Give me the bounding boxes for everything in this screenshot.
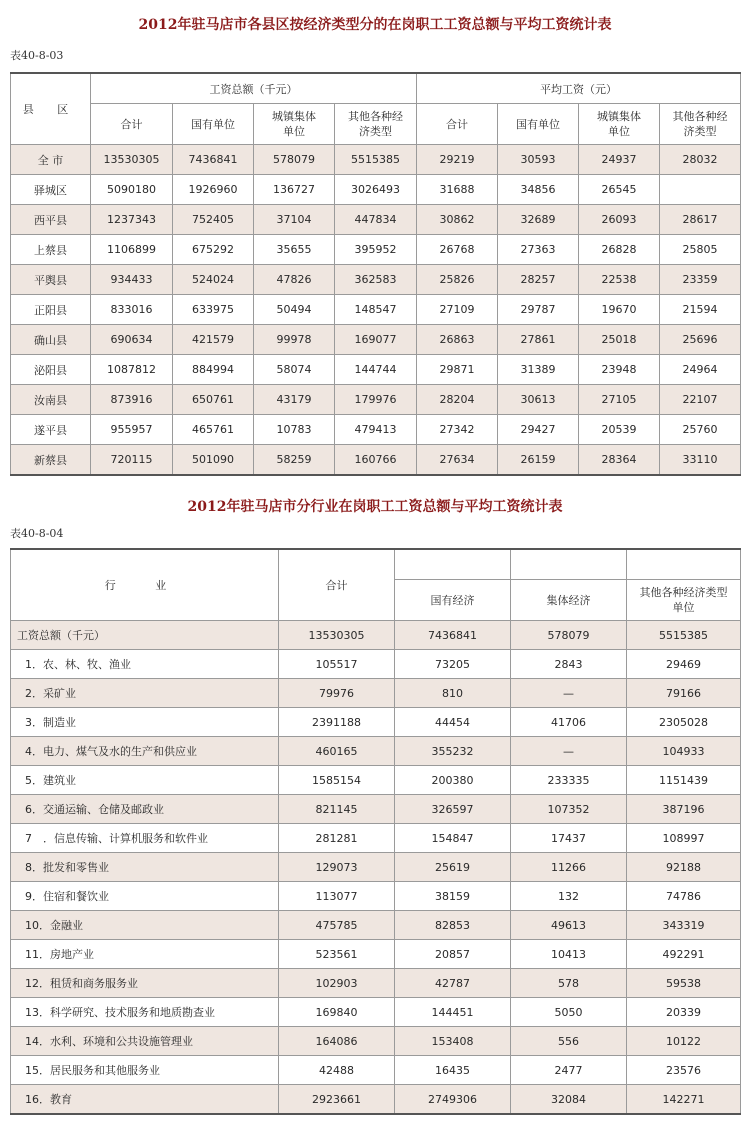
table-cell: 200380 bbox=[395, 766, 511, 795]
table-cell: 556 bbox=[511, 1027, 627, 1056]
table-cell: 343319 bbox=[627, 911, 741, 940]
table-cell: 21594 bbox=[660, 295, 741, 325]
table-cell: 102903 bbox=[279, 969, 395, 998]
table-cell: 50494 bbox=[254, 295, 335, 325]
table2-title: 2012年驻马店市分行业在岗职工工资总额与平均工资统计表 bbox=[187, 499, 563, 515]
table-row bbox=[11, 824, 741, 853]
table-cell: 27342 bbox=[417, 415, 498, 445]
table-row bbox=[11, 998, 741, 1027]
table-cell: — bbox=[511, 679, 627, 708]
table-cell: 29219 bbox=[417, 145, 498, 175]
table-cell: 26093 bbox=[579, 205, 660, 235]
table-cell: 2477 bbox=[511, 1056, 627, 1085]
table-cell: 501090 bbox=[173, 445, 254, 476]
county-name: 全 市 bbox=[11, 145, 91, 175]
table-cell: 29787 bbox=[498, 295, 579, 325]
table-cell: 42787 bbox=[395, 969, 511, 998]
table-cell: 43179 bbox=[254, 385, 335, 415]
table-cell: 578 bbox=[511, 969, 627, 998]
table-cell: 34856 bbox=[498, 175, 579, 205]
table-cell: 1151439 bbox=[627, 766, 741, 795]
table-cell: 17437 bbox=[511, 824, 627, 853]
table-cell: 873916 bbox=[91, 385, 173, 415]
table-cell: 5515385 bbox=[627, 621, 741, 650]
table-cell: 25805 bbox=[660, 235, 741, 265]
table-row bbox=[11, 1027, 741, 1056]
table-cell: 58074 bbox=[254, 355, 335, 385]
county-name: 遂平县 bbox=[11, 415, 91, 445]
table-cell: 32689 bbox=[498, 205, 579, 235]
table-cell: 26545 bbox=[579, 175, 660, 205]
table-row bbox=[11, 795, 741, 824]
industry-name: 4．电力、煤气及水的生产和供应业 bbox=[11, 737, 279, 766]
table-cell: 24964 bbox=[660, 355, 741, 385]
industry-name: 7 ．信息传输、计算机服务和软件业 bbox=[11, 824, 279, 853]
table-cell: 16435 bbox=[395, 1056, 511, 1085]
table-row bbox=[11, 853, 741, 882]
table-cell: 7436841 bbox=[173, 145, 254, 175]
table-cell: 5515385 bbox=[335, 145, 417, 175]
industry-name: 8．批发和零售业 bbox=[11, 853, 279, 882]
table-cell: 934433 bbox=[91, 265, 173, 295]
table-cell: 73205 bbox=[395, 650, 511, 679]
table-row bbox=[11, 1056, 741, 1085]
county-name: 驿城区 bbox=[11, 175, 91, 205]
table-cell: 524024 bbox=[173, 265, 254, 295]
table-cell: 30593 bbox=[498, 145, 579, 175]
table-cell: 104933 bbox=[627, 737, 741, 766]
table-cell: 22538 bbox=[579, 265, 660, 295]
table-cell: 105517 bbox=[279, 650, 395, 679]
table-cell: 25018 bbox=[579, 325, 660, 355]
table-cell: 479413 bbox=[335, 415, 417, 445]
table-row bbox=[11, 445, 741, 476]
table-cell: 13530305 bbox=[279, 621, 395, 650]
table-row bbox=[11, 969, 741, 998]
col-header: 城镇集体单位 bbox=[254, 104, 335, 145]
table-cell: 58259 bbox=[254, 445, 335, 476]
table-cell: 475785 bbox=[279, 911, 395, 940]
table-row bbox=[11, 325, 741, 355]
table-cell: 810 bbox=[395, 679, 511, 708]
table-cell: 10122 bbox=[627, 1027, 741, 1056]
table-cell: 25826 bbox=[417, 265, 498, 295]
table-cell: 28257 bbox=[498, 265, 579, 295]
table-row bbox=[11, 205, 741, 235]
table-cell: 1237343 bbox=[91, 205, 173, 235]
col-header: 国有单位 bbox=[498, 104, 579, 145]
table-cell: 59538 bbox=[627, 969, 741, 998]
industry-name: 2．采矿业 bbox=[11, 679, 279, 708]
table-cell: 148547 bbox=[335, 295, 417, 325]
county-header: 县 区 bbox=[11, 73, 91, 145]
col-header: 国有单位 bbox=[173, 104, 254, 145]
table-cell: 164086 bbox=[279, 1027, 395, 1056]
industry-name: 6．交通运输、仓储及邮政业 bbox=[11, 795, 279, 824]
table-cell: 326597 bbox=[395, 795, 511, 824]
table-cell: 28617 bbox=[660, 205, 741, 235]
table-cell: 92188 bbox=[627, 853, 741, 882]
table-cell: 26828 bbox=[579, 235, 660, 265]
table-cell: 650761 bbox=[173, 385, 254, 415]
table-cell: 11266 bbox=[511, 853, 627, 882]
table-cell: 884994 bbox=[173, 355, 254, 385]
industry-name: 11．房地产业 bbox=[11, 940, 279, 969]
table-cell: 28204 bbox=[417, 385, 498, 415]
table-cell: 2305028 bbox=[627, 708, 741, 737]
table-cell: 22107 bbox=[660, 385, 741, 415]
table-cell: 129073 bbox=[279, 853, 395, 882]
industry-name: 14．水利、环境和公共设施管理业 bbox=[11, 1027, 279, 1056]
table-row bbox=[11, 737, 741, 766]
table-row bbox=[11, 265, 741, 295]
table-cell: 355232 bbox=[395, 737, 511, 766]
table-cell: 20539 bbox=[579, 415, 660, 445]
table-cell: 690634 bbox=[91, 325, 173, 355]
table-row bbox=[11, 235, 741, 265]
col-header: 合计 bbox=[91, 104, 173, 145]
table-cell: 24937 bbox=[579, 145, 660, 175]
table-cell: 153408 bbox=[395, 1027, 511, 1056]
table-cell: 79976 bbox=[279, 679, 395, 708]
county-name: 泌阳县 bbox=[11, 355, 91, 385]
table-cell: 5090180 bbox=[91, 175, 173, 205]
industry-name: 10．金融业 bbox=[11, 911, 279, 940]
table-cell: 821145 bbox=[279, 795, 395, 824]
table-cell: 113077 bbox=[279, 882, 395, 911]
county-name: 新蔡县 bbox=[11, 445, 91, 476]
table-cell: 395952 bbox=[335, 235, 417, 265]
table-cell: 3026493 bbox=[335, 175, 417, 205]
table-cell: 2391188 bbox=[279, 708, 395, 737]
table-cell: 578079 bbox=[254, 145, 335, 175]
table-cell: 23359 bbox=[660, 265, 741, 295]
table-cell: 20857 bbox=[395, 940, 511, 969]
table-cell: 752405 bbox=[173, 205, 254, 235]
county-name: 平舆县 bbox=[11, 265, 91, 295]
table-cell: 108997 bbox=[627, 824, 741, 853]
table-cell: 142271 bbox=[627, 1085, 741, 1115]
table-cell: 13530305 bbox=[91, 145, 173, 175]
county-name: 正阳县 bbox=[11, 295, 91, 325]
table1-code: 表40-8-03 bbox=[10, 49, 64, 62]
table-cell: 25760 bbox=[660, 415, 741, 445]
table-cell: 10783 bbox=[254, 415, 335, 445]
table-cell: — bbox=[511, 737, 627, 766]
table-cell: 578079 bbox=[511, 621, 627, 650]
table-cell: 35655 bbox=[254, 235, 335, 265]
county-wage-table bbox=[10, 72, 741, 476]
table-cell: 25619 bbox=[395, 853, 511, 882]
col-header: 其他各种经济类型 bbox=[335, 104, 417, 145]
col-header: 城镇集体单位 bbox=[579, 104, 660, 145]
table-cell: 26863 bbox=[417, 325, 498, 355]
table-cell: 20339 bbox=[627, 998, 741, 1027]
avg-wage-group-header: 平均工资（元） bbox=[417, 73, 741, 104]
col-header: 合计 bbox=[417, 104, 498, 145]
table-cell: 7436841 bbox=[395, 621, 511, 650]
table-cell: 29427 bbox=[498, 415, 579, 445]
table-cell: 362583 bbox=[335, 265, 417, 295]
table-cell: 29871 bbox=[417, 355, 498, 385]
table-row bbox=[11, 708, 741, 737]
table-cell: 955957 bbox=[91, 415, 173, 445]
table-cell: 41706 bbox=[511, 708, 627, 737]
table-cell: 30613 bbox=[498, 385, 579, 415]
table-cell: 132 bbox=[511, 882, 627, 911]
table-cell: 179976 bbox=[335, 385, 417, 415]
table-cell: 1926960 bbox=[173, 175, 254, 205]
county-name: 上蔡县 bbox=[11, 235, 91, 265]
table-cell: 2749306 bbox=[395, 1085, 511, 1115]
table-cell: 37104 bbox=[254, 205, 335, 235]
table-cell: 28032 bbox=[660, 145, 741, 175]
table-cell: 833016 bbox=[91, 295, 173, 325]
table-cell: 492291 bbox=[627, 940, 741, 969]
col-header: 集体经济 bbox=[511, 580, 627, 621]
industry-name: 12．租赁和商务服务业 bbox=[11, 969, 279, 998]
table-cell: 74786 bbox=[627, 882, 741, 911]
table-cell: 460165 bbox=[279, 737, 395, 766]
table-cell: 99978 bbox=[254, 325, 335, 355]
industry-name: 1．农、林、牧、渔业 bbox=[11, 650, 279, 679]
industry-name: 15．居民服务和其他服务业 bbox=[11, 1056, 279, 1085]
table-cell: 47826 bbox=[254, 265, 335, 295]
table-cell: 29469 bbox=[627, 650, 741, 679]
table-cell: 38159 bbox=[395, 882, 511, 911]
table-row bbox=[11, 882, 741, 911]
table-cell: 387196 bbox=[627, 795, 741, 824]
industry-name: 3．制造业 bbox=[11, 708, 279, 737]
table-cell: 27109 bbox=[417, 295, 498, 325]
table-cell: 23948 bbox=[579, 355, 660, 385]
table-cell: 169840 bbox=[279, 998, 395, 1027]
industry-name: 13．科学研究、技术服务和地质勘查业 bbox=[11, 998, 279, 1027]
industry-header: 行 业 bbox=[11, 549, 279, 621]
table-row bbox=[11, 940, 741, 969]
table-cell: 136727 bbox=[254, 175, 335, 205]
table-row bbox=[11, 911, 741, 940]
table-cell: 82853 bbox=[395, 911, 511, 940]
table-row bbox=[11, 295, 741, 325]
table-cell: 144744 bbox=[335, 355, 417, 385]
table-row bbox=[11, 385, 741, 415]
industry-name: 16．教育 bbox=[11, 1085, 279, 1115]
col-header: 其他各种经济类型单位 bbox=[627, 580, 741, 621]
table-cell: 144451 bbox=[395, 998, 511, 1027]
table-cell: 447834 bbox=[335, 205, 417, 235]
county-name: 汝南县 bbox=[11, 385, 91, 415]
table-cell: 49613 bbox=[511, 911, 627, 940]
table-row bbox=[11, 145, 741, 175]
table-cell: 30862 bbox=[417, 205, 498, 235]
table-cell: 23576 bbox=[627, 1056, 741, 1085]
total-header: 合计 bbox=[279, 549, 395, 621]
table-cell: 169077 bbox=[335, 325, 417, 355]
table-row bbox=[11, 679, 741, 708]
industry-name: 9．住宿和餐饮业 bbox=[11, 882, 279, 911]
table-cell: 25696 bbox=[660, 325, 741, 355]
table-cell: 2923661 bbox=[279, 1085, 395, 1115]
table2-code: 表40-8-04 bbox=[10, 527, 64, 540]
table-row bbox=[11, 1085, 741, 1115]
table-cell bbox=[660, 175, 741, 205]
table-cell: 26768 bbox=[417, 235, 498, 265]
table-cell: 154847 bbox=[395, 824, 511, 853]
wage-total-group-header: 工资总额（千元） bbox=[91, 73, 417, 104]
col-header: 其他各种经济类型 bbox=[660, 104, 741, 145]
col-header: 国有经济 bbox=[395, 580, 511, 621]
table-row bbox=[11, 650, 741, 679]
table-cell: 44454 bbox=[395, 708, 511, 737]
table-cell: 28364 bbox=[579, 445, 660, 476]
table-row bbox=[11, 175, 741, 205]
table-cell: 31688 bbox=[417, 175, 498, 205]
table-cell: 720115 bbox=[91, 445, 173, 476]
industry-name: 工资总额（千元） bbox=[11, 621, 279, 650]
table-cell: 27634 bbox=[417, 445, 498, 476]
table-cell: 19670 bbox=[579, 295, 660, 325]
table-cell: 107352 bbox=[511, 795, 627, 824]
table-cell: 421579 bbox=[173, 325, 254, 355]
table-cell: 465761 bbox=[173, 415, 254, 445]
table-cell: 79166 bbox=[627, 679, 741, 708]
table-cell: 2843 bbox=[511, 650, 627, 679]
table-cell: 281281 bbox=[279, 824, 395, 853]
county-name: 确山县 bbox=[11, 325, 91, 355]
table-cell: 5050 bbox=[511, 998, 627, 1027]
table1-title: 2012年驻马店市各县区按经济类型分的在岗职工工资总额与平均工资统计表 bbox=[138, 17, 612, 33]
table-cell: 32084 bbox=[511, 1085, 627, 1115]
table-cell: 1087812 bbox=[91, 355, 173, 385]
table-cell: 633975 bbox=[173, 295, 254, 325]
table-cell: 31389 bbox=[498, 355, 579, 385]
table-row bbox=[11, 355, 741, 385]
table-cell: 27105 bbox=[579, 385, 660, 415]
table-row bbox=[11, 415, 741, 445]
table-cell: 523561 bbox=[279, 940, 395, 969]
table-cell: 160766 bbox=[335, 445, 417, 476]
county-name: 西平县 bbox=[11, 205, 91, 235]
table-row bbox=[11, 621, 741, 650]
table-cell: 33110 bbox=[660, 445, 741, 476]
table-cell: 26159 bbox=[498, 445, 579, 476]
table-cell: 42488 bbox=[279, 1056, 395, 1085]
industry-name: 5．建筑业 bbox=[11, 766, 279, 795]
table-cell: 233335 bbox=[511, 766, 627, 795]
table-row bbox=[11, 766, 741, 795]
table-cell: 675292 bbox=[173, 235, 254, 265]
table-cell: 10413 bbox=[511, 940, 627, 969]
table-cell: 27363 bbox=[498, 235, 579, 265]
table-cell: 1585154 bbox=[279, 766, 395, 795]
industry-wage-table bbox=[10, 548, 741, 1115]
table-cell: 27861 bbox=[498, 325, 579, 355]
table-cell: 1106899 bbox=[91, 235, 173, 265]
